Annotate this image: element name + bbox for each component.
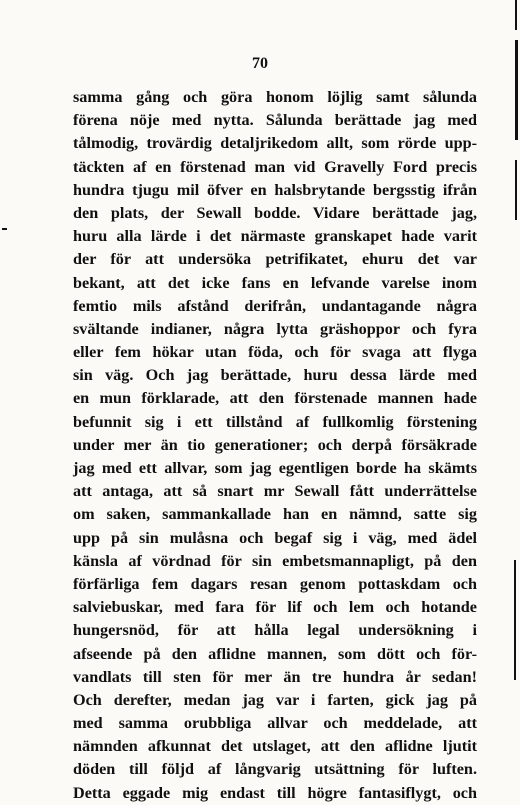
right-margin-edge (514, 560, 516, 680)
right-margin-edge (515, 0, 517, 30)
text-line: den plats, der Sewall bodde. Vidare berättade jag, (73, 203, 477, 222)
text-line: under mer än tio generationer; och derpå försäkrade (73, 435, 477, 454)
text-line: döden till följd af långvarig utsättning för luften. (73, 760, 477, 779)
text-line: der för att undersöka petrifikatet, ehuru det var (73, 250, 477, 269)
text-line: femtio mils afstånd derifrån, undantagande några (73, 296, 477, 315)
text-line: nämnden afkunnat det utslaget, att den aflidne ljutit (73, 737, 477, 756)
text-line: med samma orubbliga allvar och meddelade, att (73, 714, 477, 733)
text-line: Detta eggade mig endast till högre fantasiflygt, och (73, 783, 477, 802)
text-line: jag med ett allvar, som jag egentligen borde ha skämts (73, 459, 477, 477)
page-number: 70 (252, 55, 268, 72)
text-line: befunnit sig i ett tillstånd af fullkomlig förstening (73, 412, 477, 431)
text-line: känsla af vördnad för sin embetsmannapligt, på den (73, 551, 477, 570)
text-line: Och derefter, medan jag var i farten, gick jag på (73, 690, 477, 709)
text-line: förena nöje med nytta. Sålunda berättade jag med (73, 111, 477, 130)
body-text (73, 86, 477, 805)
text-line: hungersnöd, för att hålla legal undersökning i (73, 621, 477, 640)
text-line: hundra tjugu mil öfver en halsbrytande bergsstig ifrån (73, 180, 477, 199)
text-line: bekant, att det icke fans en lefvande varelse inom (73, 273, 477, 292)
text-line: om saken, sammankallade han en nämnd, satte sig (73, 505, 477, 524)
text-line: tålmodig, trovärdig detaljrikedom allt, som rörde upp- (73, 134, 477, 153)
text-line: eller fem hökar utan föda, och för svaga att flyga (73, 343, 477, 362)
text-line: att antaga, att så snart mr Sewall fått underrättelse (73, 482, 477, 501)
text-line: samma gång och göra honom löjlig samt sålunda (73, 88, 477, 106)
text-line: vandlats till sten för mer än tre hundra år sedan! (73, 667, 477, 686)
text-line: afseende på den aflidne mannen, som dött och för- (73, 644, 477, 663)
text-line: upp på sin mulåsna och begaf sig i väg, med ädel (73, 528, 477, 547)
right-margin-edge (515, 160, 517, 220)
text-line: svältande indianer, några lytta gräshoppor och fyra (73, 319, 477, 338)
left-margin-mark (2, 228, 7, 230)
text-line: täckten af en förstenad man vid Gravelly Ford precis (73, 157, 477, 176)
text-line: huru alla lärde i det närmaste granskapet hade varit (73, 227, 477, 246)
right-margin-edge (515, 40, 518, 140)
text-line: salviebuskar, med fara för lif och lem och hotande (73, 598, 477, 617)
text-line: en mun förklarade, att den förstenade mannen hade (73, 389, 477, 408)
text-line: förfärliga fem dagars resan genom pottaskdam och (73, 574, 477, 593)
text-line: sin väg. Och jag berättade, huru dessa lärde med (73, 366, 477, 385)
